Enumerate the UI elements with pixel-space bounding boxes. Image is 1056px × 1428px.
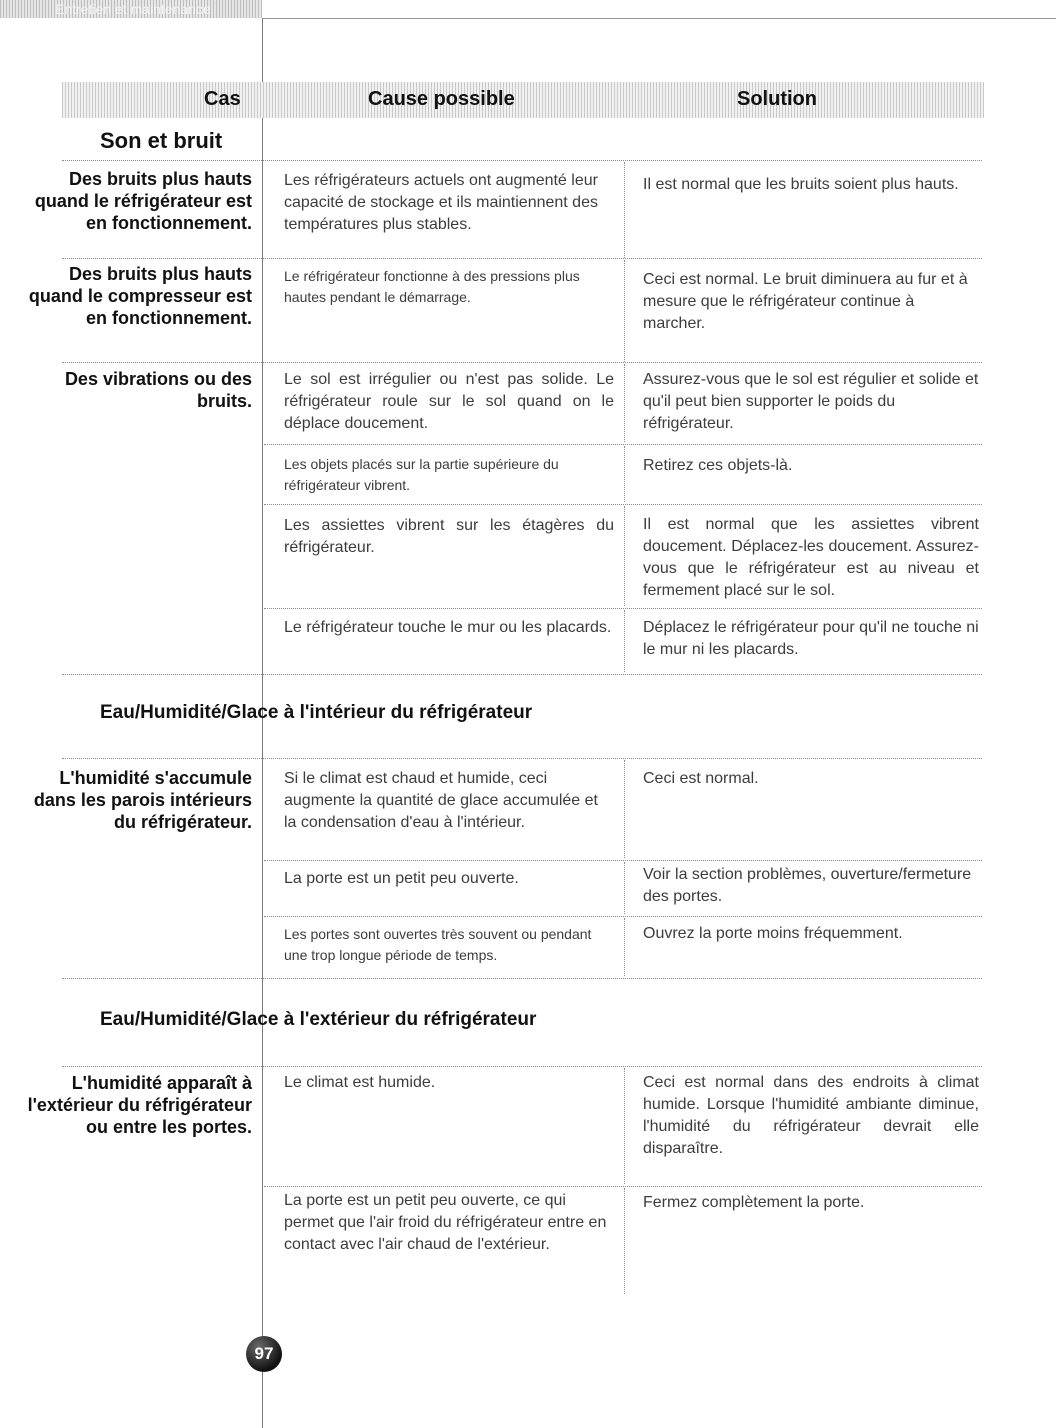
cause-text: Les réfrigérateurs actuels ont augmenté leur capacité de stockage et ils maintiennent des températures plus stables. xyxy=(284,172,598,233)
cause-text: Si le climat est chaud et humide, ceci augmente la quantité de glace accumulée et la condensation d'eau à l'intérieur. xyxy=(284,770,598,831)
cell-divider xyxy=(624,1188,625,1294)
chapter-tab: Entretien et maintenance xyxy=(0,0,262,18)
solution-text: Il est normal que les bruits soient plus hauts. xyxy=(643,176,959,193)
table-header-band xyxy=(62,82,984,118)
cell-divider xyxy=(624,862,625,914)
cause-text: Les assiettes vibrent sur les étagères du réfrigérateur. xyxy=(284,517,614,556)
case-vibrations: Des vibrations ou des bruits. xyxy=(64,369,252,411)
header-cause: Cause possible xyxy=(368,88,515,110)
row-divider xyxy=(62,1066,982,1067)
cause-text: Le sol est irrégulier ou n'est pas solide. Le réfrigérateur roule sur le sol quand on le déplace doucement. xyxy=(284,371,614,432)
case-humidity-outside: L'humidité apparaît à l'extérieur du réfrigérateur ou entre les portes. xyxy=(27,1073,252,1137)
case-humidity-inside: L'humidité s'accumule dans les parois intérieurs du réfrigérateur. xyxy=(33,768,252,832)
cell-divider xyxy=(624,162,625,258)
solution-text: Déplacez le réfrigérateur pour qu'il ne touche ni le mur ni les placards. xyxy=(643,619,979,658)
solution-text: Fermez complètement la porte. xyxy=(643,1194,865,1211)
header-case: Cas xyxy=(204,88,241,110)
cell-divider xyxy=(624,760,625,858)
cell-divider xyxy=(624,610,625,672)
solution-text: Ceci est normal. xyxy=(643,770,759,787)
cause-text: La porte est un petit peu ouverte, ce qui permet que l'air froid du réfrigérateur entre en contact avec l'air chaud de l'extérieur. xyxy=(284,1192,607,1253)
solution-text: Retirez ces objets-là. xyxy=(643,457,793,474)
cell-divider xyxy=(624,506,625,606)
header-solution: Solution xyxy=(737,88,817,110)
cause-text: Les portes sont ouvertes très souvent ou pendant une trop longue période de temps. xyxy=(284,926,592,963)
row-divider xyxy=(264,608,982,609)
solution-text: Assurez-vous que le sol est régulier et solide et qu'il peut bien supporter le poids du réfrigérateur. xyxy=(643,371,979,432)
cell-divider xyxy=(624,918,625,976)
solution-text: Voir la section problèmes, ouverture/fermeture des portes. xyxy=(643,866,972,905)
solution-text: Ouvrez la porte moins fréquemment. xyxy=(643,925,903,942)
solution-text: Ceci est normal. Le bruit diminuera au fur et à mesure que le réfrigérateur continue à marcher. xyxy=(643,271,968,332)
cause-text: Le climat est humide. xyxy=(284,1074,436,1091)
case-compressor-noise: Des bruits plus hauts quand le compresseur est en fonctionnement. xyxy=(28,264,252,328)
row-divider xyxy=(62,258,982,259)
section-title-sound: Son et bruit xyxy=(100,128,223,153)
top-rule xyxy=(262,18,1056,19)
cause-text: Le réfrigérateur fonctionne à des pressions plus hautes pendant le démarrage. xyxy=(284,268,580,305)
row-divider xyxy=(264,860,982,861)
row-divider xyxy=(62,978,982,979)
row-divider xyxy=(62,674,982,675)
solution-text: Ceci est normal dans des endroits à climat humide. Lorsque l'humidité ambiante diminue, l'humidité du réfrigérateur devrait elle disparaître. xyxy=(643,1074,979,1157)
page-number-badge: 97 xyxy=(246,1336,282,1372)
solution-text: Il est normal que les assiettes vibrent doucement. Déplacez-les doucement. Assurez-vous que le réfrigérateur est au niveau et fermement placé sur le sol. xyxy=(643,516,979,599)
cause-text: Le réfrigérateur touche le mur ou les placards. xyxy=(284,619,612,636)
case-louder-noise: Des bruits plus hauts quand le réfrigérateur est en fonctionnement. xyxy=(34,169,252,233)
cell-divider xyxy=(624,446,625,502)
cell-divider xyxy=(624,364,625,442)
cell-divider xyxy=(624,260,625,362)
row-divider xyxy=(62,160,982,161)
row-divider xyxy=(264,916,982,917)
row-divider xyxy=(264,504,982,505)
row-divider xyxy=(62,362,982,363)
row-divider xyxy=(62,758,982,759)
cause-text: Les objets placés sur la partie supérieure du réfrigérateur vibrent. xyxy=(284,456,559,493)
row-divider xyxy=(264,1186,982,1187)
row-divider xyxy=(264,444,982,445)
section-title-outside: Eau/Humidité/Glace à l'extérieur du réfrigérateur xyxy=(100,1009,537,1030)
section-title-inside: Eau/Humidité/Glace à l'intérieur du réfrigérateur xyxy=(100,702,533,723)
cell-divider xyxy=(624,1068,625,1184)
cause-text: La porte est un petit peu ouverte. xyxy=(284,870,519,887)
